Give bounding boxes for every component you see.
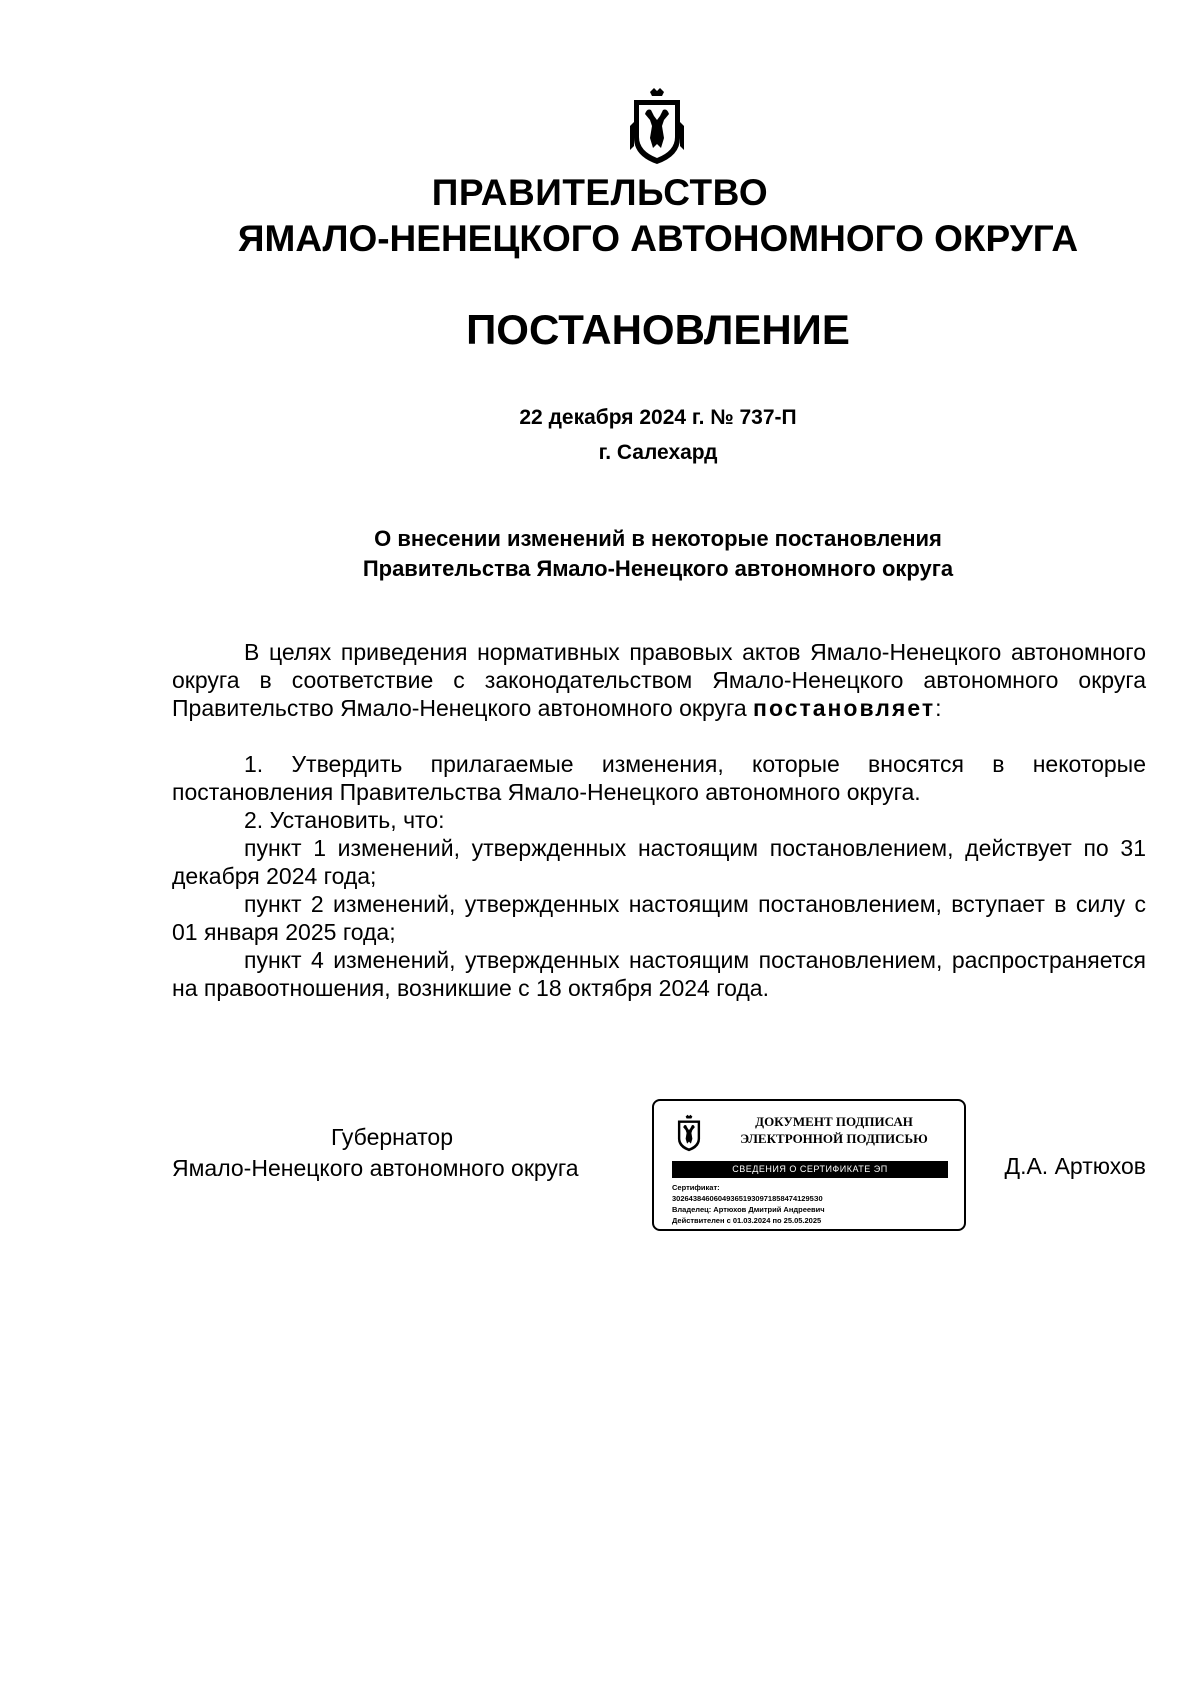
item-2-clause-2: пункт 2 изменений, утвержденных настоящим постановлением, вступает в силу с 01 января 2025 года;	[172, 891, 1146, 945]
stamp-certificate-info	[672, 1182, 825, 1226]
signatory-position	[172, 1122, 579, 1184]
stamp-title-line-2: ЭЛЕКТРОННОЙ ПОДПИСЬЮ	[740, 1131, 928, 1146]
signatory-name: Д.А. Артюхов	[1004, 1153, 1146, 1179]
decree-word: постановляет	[753, 695, 936, 721]
stamp-title	[714, 1113, 954, 1147]
subject-line-2: Правительства Ямало-Ненецкого автономного округа	[362, 556, 954, 581]
preamble-paragraph	[172, 638, 1146, 722]
stamp-title-line-1: ДОКУМЕНТ ПОДПИСАН	[755, 1114, 913, 1129]
decree-colon: :	[935, 695, 942, 721]
item-1: 1. Утвердить прилагаемые изменения, которые вносятся в некоторые постановления Правительства Ямало-Ненецкого автономного округа.	[172, 751, 1146, 805]
document-type: ПОСТАНОВЛЕНИЕ	[466, 306, 850, 353]
subject-line-1: О внесении изменений в некоторые постановления	[374, 526, 942, 551]
document-city: г. Салехард	[598, 441, 718, 464]
government-region: ЯМАЛО-НЕНЕЦКОГО АВТОНОМНОГО ОКРУГА	[237, 218, 1079, 259]
stamp-certificate-bar: СВЕДЕНИЯ О СЕРТИФИКАТЕ ЭП	[672, 1161, 948, 1178]
item-2-clause-1: пункт 1 изменений, утвержденных настоящим постановлением, действует по 31 декабря 2024 года;	[172, 835, 1146, 889]
paragraph-gap	[172, 722, 1146, 750]
item-2: 2. Установить, что:	[244, 807, 445, 833]
cert-number: 3026438460604936519309718584741295З0	[672, 1194, 823, 1203]
document-date-number: 22 декабря 2024 г. № 737-П	[519, 406, 797, 429]
coat-of-arms-icon	[630, 86, 684, 166]
cert-label: Сертификат:	[672, 1183, 720, 1192]
cert-owner: Владелец: Артюхов Дмитрий Андреевич	[672, 1205, 825, 1214]
document-body	[172, 638, 1146, 1002]
preamble-text: В целях приведения нормативных правовых актов Ямало-Ненецкого автономного округа в соответствие с законодательством Ямало-Ненецкого автономного округа Правительство Ямало-Ненецкого автономного округа	[172, 639, 1146, 721]
coat-of-arms-icon	[676, 1113, 702, 1153]
document-subject	[0, 524, 1200, 584]
e-signature-stamp	[652, 1099, 966, 1231]
position-line-1: Губернатор	[331, 1124, 454, 1150]
government-title: ПРАВИТЕЛЬСТВО	[431, 172, 769, 213]
cert-validity: Действителен с 01.03.2024 по 25.05.2025	[672, 1216, 822, 1225]
item-2-clause-3: пункт 4 изменений, утвержденных настоящим постановлением, распространяется на правоотношения, возникшие с 18 октября 2024 года.	[172, 947, 1146, 1001]
position-line-2: Ямало-Ненецкого автономного округа	[172, 1155, 579, 1181]
